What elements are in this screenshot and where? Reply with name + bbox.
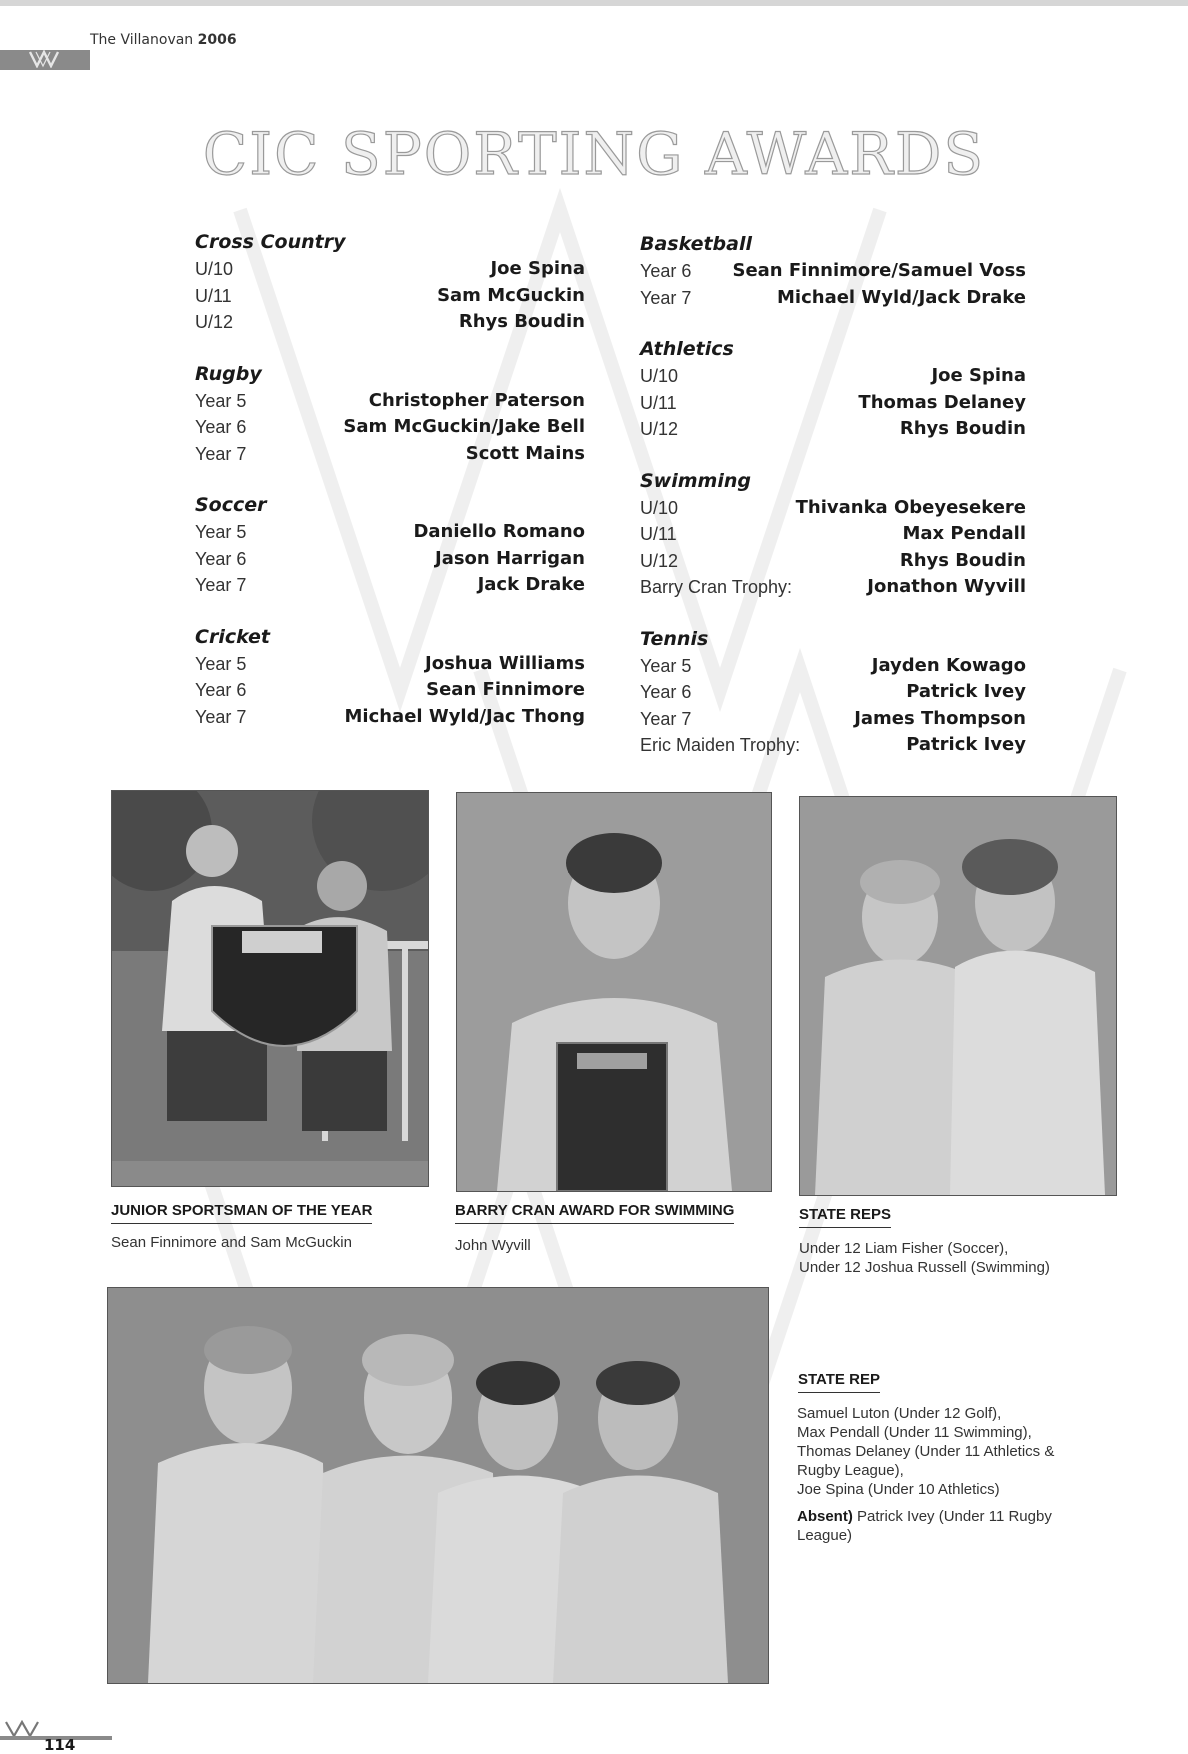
award-winner: Sam McGuckin <box>437 284 585 306</box>
award-row <box>640 653 1026 680</box>
school-logo-icon <box>28 50 64 68</box>
award-row <box>195 704 585 731</box>
state-reps-line: Under 12 Joshua Russell (Swimming) <box>799 1259 1050 1276</box>
award-winner: James Thompson <box>854 707 1026 729</box>
award-section <box>640 625 1026 759</box>
absent-label: Absent) <box>797 1508 853 1525</box>
award-category: Year 6 <box>195 548 247 569</box>
award-winner: Sean Finnimore <box>426 679 585 700</box>
award-category: U/11 <box>195 285 232 306</box>
award-winner: Rhys Boudin <box>458 311 585 332</box>
award-category: U/11 <box>640 524 677 544</box>
award-winner: Michael Wyld/Jac Thong <box>344 705 585 727</box>
award-row <box>195 519 585 546</box>
state-rep-group-photo <box>107 1287 769 1684</box>
running-header <box>90 32 237 48</box>
award-winner: Jason Harrigan <box>435 547 585 569</box>
award-winner: Sean Finnimore/Samuel Voss <box>732 260 1026 281</box>
section-heading: Athletics <box>640 338 734 360</box>
award-winner: Joshua Williams <box>425 652 585 674</box>
barry-cran-heading: BARRY CRAN AWARD FOR SWIMMING <box>455 1202 734 1224</box>
award-winner: Jayden Kowago <box>871 654 1026 676</box>
award-winner: Scott Mains <box>465 442 585 464</box>
award-category: Barry Cran Trophy: <box>640 577 793 597</box>
award-row <box>640 363 1026 390</box>
award-category: Year 6 <box>195 680 247 700</box>
state-rep-line: Samuel Luton (Under 12 Golf), <box>797 1405 1002 1422</box>
award-row <box>640 548 1026 575</box>
award-row <box>640 732 1026 759</box>
award-section <box>640 230 1026 311</box>
award-category: U/10 <box>640 366 679 386</box>
section-heading: Swimming <box>640 469 751 492</box>
award-category: Year 6 <box>640 682 692 702</box>
award-row <box>640 416 1026 443</box>
award-category: Year 5 <box>195 653 247 674</box>
page-title: CIC SPORTING AWARDS <box>202 120 986 188</box>
award-section <box>640 335 1026 443</box>
award-row <box>195 414 585 441</box>
award-category: Eric Maiden Trophy: <box>640 735 801 755</box>
state-reps-heading: STATE REPS <box>799 1206 891 1228</box>
award-category: Year 5 <box>195 390 247 411</box>
barry-cran-award-photo <box>456 792 772 1192</box>
state-reps-list <box>799 1239 1050 1277</box>
publication-name: The Villanovan <box>90 32 194 48</box>
state-rep-line: Max Pendall (Under 11 Swimming), <box>797 1424 1032 1441</box>
award-row <box>195 309 585 336</box>
award-row <box>195 256 585 283</box>
state-rep-line: Joe Spina (Under 10 Athletics) <box>797 1481 1000 1498</box>
state-reps-photo <box>799 796 1117 1196</box>
award-section <box>640 467 1026 601</box>
section-heading: Soccer <box>195 494 267 516</box>
state-rep-list <box>797 1404 1087 1545</box>
award-category: Year 6 <box>640 261 692 281</box>
award-category: Year 7 <box>195 575 247 595</box>
section-heading: Rugby <box>195 362 262 385</box>
award-row <box>640 706 1026 733</box>
award-row <box>195 546 585 573</box>
award-row <box>640 285 1026 312</box>
award-category: Year 6 <box>195 417 247 437</box>
award-winner: Max Pendall <box>902 523 1026 544</box>
award-row <box>640 521 1026 548</box>
award-winner: Sam McGuckin/Jake Bell <box>343 416 585 437</box>
award-category: U/10 <box>640 497 679 518</box>
award-row <box>640 679 1026 706</box>
page-number: 114 <box>44 1736 76 1754</box>
publication-year: 2006 <box>197 32 237 48</box>
award-row <box>640 258 1026 285</box>
absent-note <box>797 1507 1087 1545</box>
award-row <box>640 390 1026 417</box>
award-category: Year 7 <box>195 706 247 727</box>
award-row <box>195 441 585 468</box>
award-winner: Joe Spina <box>931 365 1026 386</box>
award-category: U/10 <box>195 259 234 279</box>
award-winner: Daniello Romano <box>413 521 585 542</box>
award-row <box>640 495 1026 522</box>
award-row <box>195 388 585 415</box>
award-row <box>640 574 1026 601</box>
award-winner: Michael Wyld/Jack Drake <box>777 286 1026 308</box>
award-category: Year 5 <box>195 522 247 542</box>
award-section <box>195 491 585 599</box>
award-row <box>195 677 585 704</box>
award-winner: Jonathon Wyvill <box>867 576 1026 597</box>
section-heading: Cross Country <box>195 231 346 253</box>
award-section <box>195 360 585 468</box>
award-category: Year 7 <box>640 708 692 729</box>
award-winner: Thivanka Obeyesekere <box>795 496 1026 518</box>
junior-sportsman-names: Sean Finnimore and Sam McGuckin <box>111 1234 352 1251</box>
absent-text: Patrick Ivey (Under 11 Rugby League) <box>797 1508 1052 1544</box>
section-heading: Cricket <box>195 625 271 648</box>
state-rep-line: Rugby League), <box>797 1462 904 1479</box>
state-rep-heading: STATE REP <box>798 1371 880 1393</box>
award-section <box>195 623 585 731</box>
junior-sportsman-photo <box>111 790 429 1187</box>
section-heading: Tennis <box>640 627 709 650</box>
award-row <box>195 283 585 310</box>
award-row <box>195 572 585 599</box>
award-section <box>195 228 585 336</box>
state-reps-line: Under 12 Liam Fisher (Soccer), <box>799 1240 1009 1257</box>
awards-left-column <box>195 228 585 754</box>
award-winner: Rhys Boudin <box>899 549 1026 571</box>
award-category: U/12 <box>640 419 679 439</box>
award-winner: Rhys Boudin <box>899 418 1026 439</box>
award-category: U/12 <box>640 550 679 571</box>
junior-sportsman-heading: JUNIOR SPORTSMAN OF THE YEAR <box>111 1202 372 1224</box>
barry-cran-name: John Wyvill <box>455 1237 531 1254</box>
state-rep-line: Thomas Delaney (Under 11 Athletics & <box>797 1443 1055 1460</box>
award-category: Year 7 <box>640 287 692 308</box>
award-category: U/12 <box>195 312 234 332</box>
award-category: Year 7 <box>195 443 247 464</box>
award-winner: Patrick Ivey <box>906 734 1026 755</box>
award-row <box>195 651 585 678</box>
award-category: Year 5 <box>640 655 692 676</box>
award-winner: Patrick Ivey <box>906 681 1026 702</box>
award-winner: Jack Drake <box>477 574 585 595</box>
awards-right-column <box>640 230 1026 783</box>
section-heading: Basketball <box>640 233 752 255</box>
award-category: U/11 <box>640 392 677 413</box>
top-rule <box>0 0 1188 6</box>
award-winner: Christopher Paterson <box>368 389 585 411</box>
award-winner: Thomas Delaney <box>858 391 1026 413</box>
award-winner: Joe Spina <box>490 258 585 279</box>
